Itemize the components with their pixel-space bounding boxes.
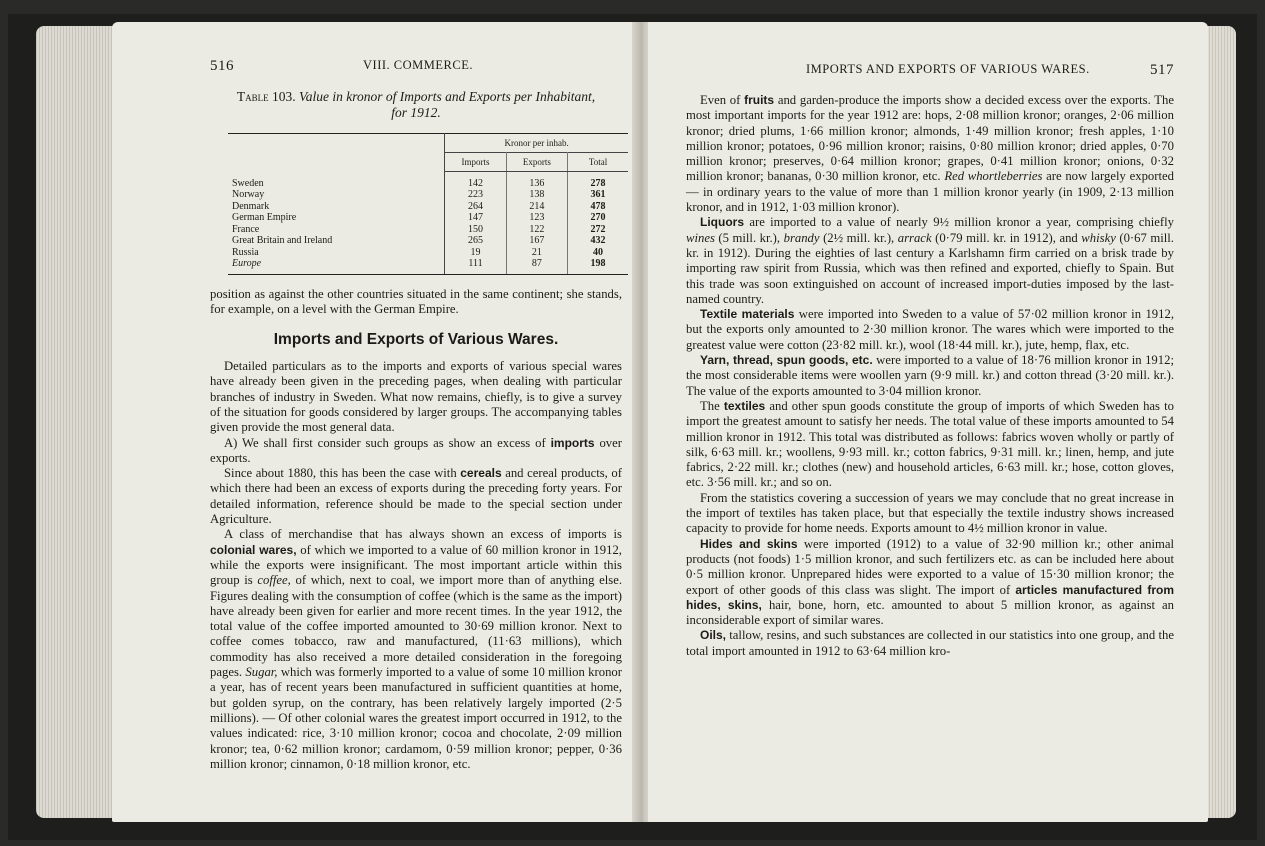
- right-page: [648, 22, 1208, 822]
- cell-exports: 167: [506, 235, 567, 247]
- cell-imports: 142: [467, 177, 483, 189]
- paragraph: Detailed particulars as to the imports and exports of various special wares have already been given in the preceding pages, when dealing with particular branches of industry in Sweden. What now remains, chiefly, is to give a survey of the situation for goods considered by larger groups. The accompanying tables given provide the most general data.: [210, 359, 622, 435]
- page-number-left: 516: [210, 58, 234, 74]
- table-row: [228, 178, 628, 190]
- paragraph: Even of fruits and garden-produce the imports show a decided excess over the exports. The most important imports for the year 1912 are: hops, 2·08 million kronor; oranges, 2·06 million kronor; dried plums, 1·66 million kronor; almonds, 1·49 million kronor; fresh apples, 1·10 million kronor; potatoes, 0·96 million kronor; raisins, 0·80 million kronor; dried apples, 0·70 million kronor; preserves, 0·64 million kronor; grapes, 0·41 million kronor; onions, 0·32 million kronor; bananas, 0·30 million kronor, etc. Red whortleberries are now largely exported — in ordinary years to the value of more than 1 million kronor yearly (in 1909, 2·13 million kronor, and in 1912, 1·03 million kronor).: [686, 93, 1174, 215]
- left-page: [112, 22, 642, 822]
- table-row: [228, 212, 628, 224]
- column-header-imports: Imports: [445, 153, 506, 172]
- paragraph: From the statistics covering a succession of years we may conclude that no great increase in the import of textiles has taken place, but that especially the textile industry shows increased capacity to provide for home needs. Exports amount to 4½ million kronor in value.: [686, 490, 1174, 536]
- table-stub-header: [228, 134, 445, 172]
- paragraph: position as against the other countries situated in the same continent; she stands, for example, on a level with the German Empire.: [210, 286, 622, 316]
- paragraph: The textiles and other spun goods constitute the group of imports of which Sweden has to import the greatest amount to satisfy her needs. The total value of these imports amounted to 54 million kronor in 1912. This total was distributed as follows: fabrics woven wholly or partly of silk, 6·63 mill. kr.; woollens, 9·93 mill. kr.; cotton fabrics, 9·31 mill. kr.; linen, hemp, and jute fabrics, 2·22 mill. kr.; clothes (new) and household articles, 6·63 mill. kr.; hose, cotton gloves, etc. 3·56 mill. kr.; and so on.: [686, 398, 1174, 490]
- page-number-right: 517: [1150, 62, 1174, 78]
- table-title: Value in kronor of Imports and Exports per Inhabitant,: [299, 89, 596, 104]
- running-head-right: [686, 62, 1174, 79]
- table-row: [228, 235, 628, 247]
- cell-imports: 111: [445, 258, 506, 274]
- cell-total: 272: [568, 224, 628, 236]
- cell-total: 478: [568, 201, 628, 213]
- page-edges-right: [1206, 26, 1236, 818]
- paragraph: A class of merchandise that has always shown an excess of imports is colonial wares, of which we imported to a value of 60 million kronor in 1912, while the exports were insignificant. The most important article within this group is coffee, of which, next to coal, we import more than of anything else. Figures dealing with the consumption of coffee (which is the same as the import) have already been given for earlier and more recent times. In the year 1912, the total value of the coffee imported amounted to 30·69 million kronor. Next to coffee comes tobacco, raw and manufactured, (11·63 millions), which commodity has also received a more detailed consideration in the foregoing pages. Sugar, which was formerly imported to a value of some 10 million kronor a year, has of recent years been manufactured in sufficient quantities at home, but golden syrup, on the contrary, has been relatively largely imported (2·5 millions). — Of other colonial wares the greatest import occurred in 1912, to the values indicated: rice, 3·10 million kronor; cocoa and chocolate, 2·09 million kronor; tea, 0·62 million kronor; cardamom, 0·59 million kronor; pepper, 0·36 million kronor; cinnamon, 0·18 million kronor, etc.: [210, 527, 622, 771]
- cell-total: 270: [568, 212, 628, 224]
- section-heading: Imports and Exports of Various Wares.: [273, 331, 559, 349]
- cell-total: 198: [568, 258, 628, 274]
- cell-exports: 123: [506, 212, 567, 224]
- cell-exports: 122: [506, 224, 567, 236]
- running-head-text-left: VIII. COMMERCE.: [363, 58, 473, 72]
- paragraph: Hides and skins were imported (1912) to a value of 32·90 million kr.; other animal products (not foods) 1·5 million kronor, and such fertilizers etc. as can be included here about 0·5 million kronor. Unprepared hides were exported to a value of 15·30 million kronor; the export of other goods of this class was slight. The import of articles manufactured from hides, skins, hair, bone, horn, etc. amounted to about 5 million kronor, as against an inconsiderable export of similar wares.: [686, 536, 1175, 628]
- cell-exports: 214: [506, 201, 567, 213]
- row-label: France: [228, 224, 445, 236]
- column-header-exports: Exports: [506, 153, 567, 172]
- row-label: Norway: [228, 189, 445, 201]
- cell-imports: 264: [467, 200, 483, 212]
- imports-exports-table: [228, 133, 628, 275]
- paragraph: Oils, tallow, resins, and such substances are collected in our statistics into one group, and the total import amounted in 1912 to 63·64 million kro-: [686, 628, 1174, 658]
- row-label: Europe: [228, 258, 445, 274]
- cell-imports: 265: [467, 235, 483, 246]
- table-group-header: Kronor per inhab.: [445, 134, 628, 153]
- running-head-left: [210, 58, 622, 75]
- row-label: Denmark: [228, 201, 445, 213]
- table-row: [228, 247, 628, 259]
- cell-imports: 223: [467, 189, 483, 200]
- cell-exports: 136: [506, 178, 567, 190]
- table-row: [228, 258, 628, 274]
- paragraph: Textile materials were imported into Sweden to a value of 57·02 million kronor in 1912, but the exports only amounted to 2·30 million kronor. The wares which were imported to the greatest value were cotton (23·82 mill. kr.), wool (18·44 mill. kr.), jute, hemp, flax, etc.: [686, 307, 1174, 352]
- cell-exports: 21: [506, 247, 567, 259]
- cell-total: 361: [568, 189, 628, 201]
- table-row: [228, 189, 628, 201]
- paragraph: A) We shall first consider such groups as show an excess of imports over exports.: [210, 435, 623, 465]
- column-header-total: Total: [568, 153, 628, 172]
- table-row: [228, 224, 628, 236]
- table-caption: [210, 89, 622, 121]
- row-label: Russia: [228, 247, 445, 259]
- cell-total: 432: [568, 235, 628, 247]
- cell-imports: 147: [467, 212, 483, 223]
- paragraph: Liquors are imported to a value of nearly 9½ million kronor a year, comprising chiefly wines (5 mill. kr.), brandy (2½ mill. kr.), arrack (0·79 mill. kr. in 1912), and whisky (0·67 mill. kr. in 1912). During the eighties of last century a Karlshamn firm carried on a brisk trade by importing raw spirit from Russia, which was then refined and exported, chiefly to Spain. But this trade was soon extinguished on account of increased import-duties imposed by the last-named country.: [686, 215, 1174, 306]
- running-head-text-right: IMPORTS AND EXPORTS OF VARIOUS WARES.: [806, 62, 1090, 76]
- cell-total: 40: [568, 247, 628, 259]
- table-number: Table 103.: [236, 89, 296, 104]
- paragraph: Yarn, thread, spun goods, etc. were imported to a value of 18·76 million kronor in 1912; the most considerable items were woollen yarn (9·9 mill. kr.) and cotton thread (3·20 mill. kr.). The value of the exports amounted to 3·04 million kronor.: [686, 353, 1174, 398]
- cell-imports: 19: [470, 246, 481, 258]
- row-label: German Empire: [228, 212, 445, 224]
- paragraph: Since about 1880, this has been the case with cereals and cereal products, of which there had been an excess of exports during the preceding forty years. For detailed information, reference should be made to the special section under Agriculture.: [210, 466, 622, 527]
- cell-exports: 138: [506, 189, 567, 201]
- page-edges-left: [36, 26, 116, 818]
- row-label: Great Britain and Ireland: [228, 235, 445, 247]
- row-label: Sweden: [228, 178, 445, 190]
- table-title-2: for 1912.: [391, 105, 441, 120]
- cell-imports: 150: [467, 223, 483, 235]
- table-row: [228, 201, 628, 213]
- cell-exports: 87: [506, 258, 567, 274]
- cell-total: 278: [568, 178, 628, 190]
